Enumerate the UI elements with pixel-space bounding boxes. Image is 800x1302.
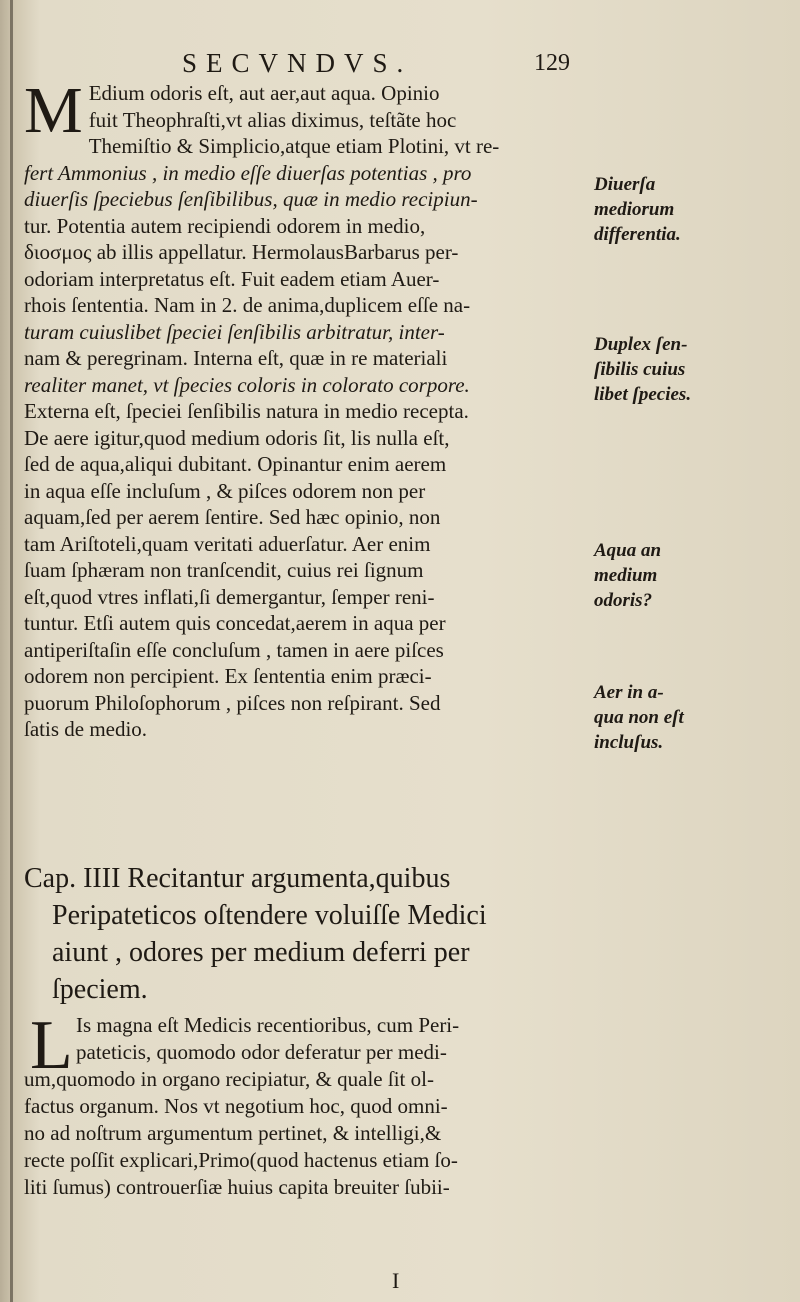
text-line: factus organum. Nos vt negotium hoc, quod omni-: [24, 1094, 448, 1118]
margin-note-aqua: [594, 538, 794, 613]
margin-note-line: libet ſpecies.: [594, 384, 692, 405]
gutter-edge: [10, 0, 13, 1302]
text-line: pateticis, quomodo odor deferatur per medi-: [76, 1040, 447, 1064]
text-line: ſed de aqua,aliqui dubitant. Opinantur enim aerem: [24, 452, 447, 476]
text-line: odorem non percipient. Ex ſententia enim præci-: [24, 664, 432, 688]
chapter-heading-line: aiunt , odores per medium deferri per: [52, 937, 470, 968]
text-line: liti ſumus) controuerſiæ huius capita breuiter ſubii-: [24, 1175, 450, 1199]
margin-note-diversa: [594, 172, 794, 247]
text-line: nam & peregrinam. Interna eſt, quæ in re materiali: [24, 346, 448, 370]
margin-note-line: differentia.: [594, 224, 681, 245]
text-line: realiter manet, vt ſpecies coloris in colorato corpore.: [24, 372, 470, 397]
text-line: tam Ariſtoteli,quam veritati aduerſatur. Aer enim: [24, 531, 431, 556]
text-line: um,quomodo in organo recipiatur, & quale ſit ol-: [24, 1067, 434, 1091]
text-line: eſt,quod vtres inflati,ſi demergantur, ſemper reni-: [24, 584, 435, 609]
margin-note-line: incluſus.: [594, 732, 664, 753]
text-line: aquam,ſed per aerem ſentire. Sed hæc opinio, non: [24, 505, 441, 529]
text-line: rhois ſententia. Nam in 2. de anima,duplicem eſſe na-: [24, 293, 471, 317]
text-line: tuntur. Etſi autem quis concedat,aerem in aqua per: [24, 611, 446, 635]
text-line: ſatis de medio.: [24, 717, 148, 741]
text-line: Themiſtio & Simplicio,atque etiam Plotini, vt re-: [88, 134, 500, 158]
margin-note-duplex: [594, 332, 794, 407]
paragraph-odor-transmission: [24, 1007, 604, 1201]
text-line: tur. Potentia autem recipiendi odorem in medio,: [24, 213, 426, 238]
margin-note-aer: [594, 680, 794, 755]
margin-note-line: medium: [594, 565, 658, 586]
drop-cap: L: [30, 1007, 73, 1084]
margin-note-line: Aer in a-: [594, 682, 664, 703]
paragraph-medium-of-odor: [24, 74, 604, 743]
text-line: Externa eſt, ſpeciei ſenſibilis natura in medio recepta.: [24, 399, 469, 423]
margin-note-line: mediorum: [594, 199, 675, 220]
page-number: 129: [534, 50, 570, 76]
text-line: ſuam ſphæram non tranſcendit, cuius rei ſignum: [24, 558, 424, 582]
text-line: Edium odoris eſt, aut aer,aut aqua. Opinio: [88, 81, 440, 105]
margin-note-line: ſibilis cuius: [594, 359, 686, 380]
running-title: SECVNDVS.: [182, 48, 413, 78]
signature-mark: I: [392, 1268, 400, 1293]
chapter-heading-line: Peripateticos oſtendere voluiſſe Medici: [52, 900, 487, 931]
text-line: fert Ammonius , in medio eſſe diuerſas potentias , pro: [24, 160, 472, 185]
text-line: antiperiſtaſin eſſe concluſum , tamen in aere piſces: [24, 637, 444, 662]
text-line: διοσμος ab illis appellatur. HermolausBarbarus per-: [24, 240, 459, 264]
text-line: turam cuiuslibet ſpeciei ſenſibilis arbitratur, inter-: [24, 319, 445, 344]
text-line: odoriam interpretatus eſt. Fuit eadem etiam Auer-: [24, 266, 440, 291]
drop-cap: M: [24, 74, 83, 147]
margin-note-line: Aqua an: [594, 540, 662, 561]
chapter-heading: [24, 860, 604, 1008]
text-line: no ad noſtrum argumentum pertinet, & intelligi,&: [24, 1121, 442, 1145]
text-line: Is magna eſt Medicis recentioribus, cum Peri-: [76, 1013, 460, 1037]
text-line: in aqua eſſe incluſum , & piſces odorem non per: [24, 478, 426, 503]
margin-note-line: Diuerſa: [594, 174, 656, 195]
text-line: fuit Theophraſti,vt alias diximus, teſtãte hoc: [88, 107, 457, 132]
chapter-heading-line: Cap. IIII Recitantur argumenta,quibus: [24, 863, 451, 894]
margin-note-line: Duplex ſen-: [594, 334, 688, 355]
chapter-heading-line: ſpeciem.: [52, 974, 148, 1005]
text-line: De aere igitur,quod medium odoris ſit, lis nulla eſt,: [24, 425, 450, 450]
text-line: recte poſſit explicari,Primo(quod hactenus etiam ſo-: [24, 1148, 458, 1172]
running-head: [0, 44, 800, 84]
margin-note-line: qua non eſt: [594, 707, 684, 728]
text-line: puorum Philoſophorum , piſces non reſpirant. Sed: [24, 690, 441, 715]
margin-note-line: odoris?: [594, 590, 653, 611]
text-line: diuerſis ſpeciebus ſenſibilibus, quæ in medio recipiun-: [24, 187, 478, 211]
